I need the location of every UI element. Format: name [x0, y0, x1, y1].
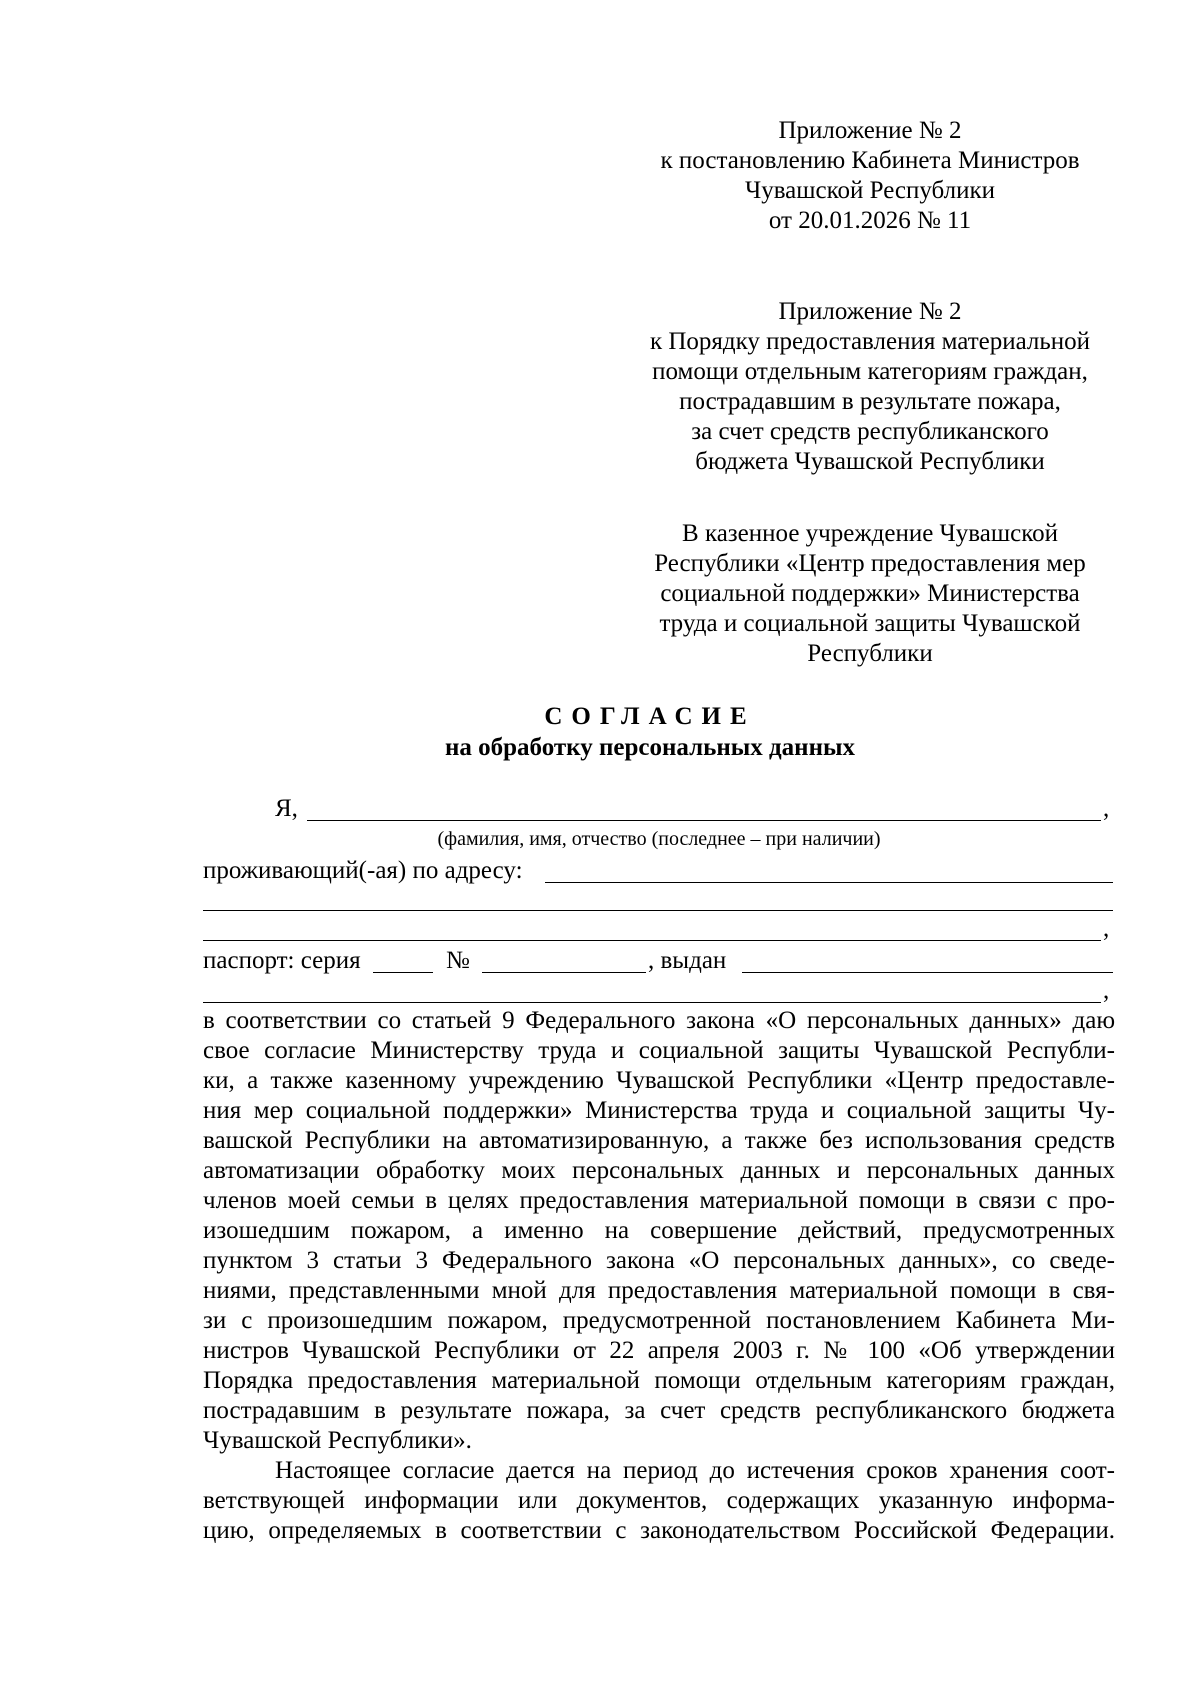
appendix-line: к постановлению Кабинета Министров — [660, 147, 1080, 174]
passport-number-label: № — [446, 947, 470, 974]
appendix-header-procedure — [600, 297, 1140, 477]
ya-label: Я, — [275, 795, 298, 822]
passport-series-blank[interactable] — [373, 972, 433, 973]
appendix-line: бюджета Чувашской Республики — [695, 448, 1045, 475]
fio-hint: (фамилия, имя, отчество (последнее – при наличии) — [437, 828, 881, 850]
comma: , — [1103, 977, 1110, 1004]
appendix-header-resolution — [620, 116, 1120, 236]
comma: , — [1103, 915, 1110, 942]
body-line: членов моей семьи в целях предоставления материальной помощи в связи с про- — [203, 1187, 1115, 1214]
comma: , — [1103, 795, 1110, 822]
body-line: Порядка предоставления материальной помощи отдельным категориям граждан, — [203, 1367, 1115, 1394]
addressee-line: Республики — [807, 640, 933, 667]
appendix-line: Чувашской Республики — [744, 177, 996, 204]
address-label: проживающий(-ая) по адресу: — [203, 857, 523, 884]
body-line: в соответствии со статьей 9 Федерального закона «О персональных данных» даю — [203, 1007, 1115, 1034]
address-blank-line-2[interactable] — [203, 910, 1113, 911]
document-subtitle: на обработку персональных данных — [445, 734, 855, 761]
passport-issued-label: , выдан — [648, 947, 727, 974]
consent-paragraph-2 — [203, 1456, 1115, 1546]
body-line: изошедшим пожаром, а именно на совершение действий, предусмотренных — [203, 1217, 1115, 1244]
address-blank-line[interactable] — [545, 882, 1113, 883]
passport-number-blank[interactable] — [482, 972, 646, 973]
appendix-line: помощи отдельным категориям граждан, — [652, 358, 1088, 385]
passport-issued-blank-2[interactable] — [203, 1002, 1101, 1003]
addressee-line: Республики «Центр предоставления мер — [654, 550, 1086, 577]
appendix-line: за счет средств республиканского — [691, 418, 1049, 445]
body-line: ния мер социальной поддержки» Министерства труда и социальной защиты Чу- — [203, 1097, 1115, 1124]
body-line: автоматизации обработку моих персональных данных и персональных данных — [203, 1157, 1115, 1184]
body-line: свое согласие Министерству труда и социальной защиты Чувашской Республи- — [203, 1037, 1115, 1064]
address-blank-line-3[interactable] — [203, 940, 1101, 941]
body-line: пострадавшим в результате пожара, за счет средств республиканского бюджета — [203, 1397, 1115, 1424]
fio-blank-line[interactable] — [307, 820, 1101, 821]
appendix-line: пострадавшим в результате пожара, — [679, 388, 1061, 415]
body-line: пунктом 3 статьи 3 Федерального закона «О персональных данных», со сведе- — [203, 1247, 1115, 1274]
passport-series-label: паспорт: серия — [203, 947, 361, 974]
body-line: Настоящее согласие дается на период до истечения сроков хранения соот- — [275, 1457, 1115, 1484]
body-line: ки, а также казенному учреждению Чувашской Республики «Центр предоставле- — [203, 1067, 1115, 1094]
passport-issued-blank[interactable] — [742, 972, 1113, 973]
body-line: вашской Республики на автоматизированную, а также без использования средств — [203, 1127, 1115, 1154]
body-line: нистров Чувашской Республики от 22 апреля 2003 г. № 100 «Об утверждении — [203, 1337, 1115, 1364]
body-line: ниями, представленными мной для предоставления материальной помощи в свя- — [203, 1277, 1115, 1304]
addressee-line: социальной поддержки» Министерства — [660, 580, 1080, 607]
resolution-date-number: от 20.01.2026 № 11 — [768, 207, 972, 234]
addressee-block — [610, 519, 1130, 669]
appendix-line: к Порядку предоставления материальной — [649, 328, 1091, 355]
body-line: зи с произошедшим пожаром, предусмотренной постановлением Кабинета Ми- — [203, 1307, 1115, 1334]
body-line: цию, определяемых в соответствии с законодательством Российской Федерации. — [203, 1517, 1115, 1544]
addressee-line: В казенное учреждение Чувашской — [682, 520, 1058, 547]
document-title: СОГЛАСИЕ — [544, 703, 756, 730]
appendix-number: Приложение № 2 — [778, 298, 962, 325]
body-line: ветствующей информации или документов, содержащих указанную информа- — [203, 1487, 1115, 1514]
consent-paragraph-1 — [203, 1006, 1115, 1456]
appendix-number: Приложение № 2 — [778, 117, 962, 144]
addressee-line: труда и социальной защиты Чувашской — [659, 610, 1081, 637]
body-line: Чувашской Республики». — [203, 1427, 472, 1454]
